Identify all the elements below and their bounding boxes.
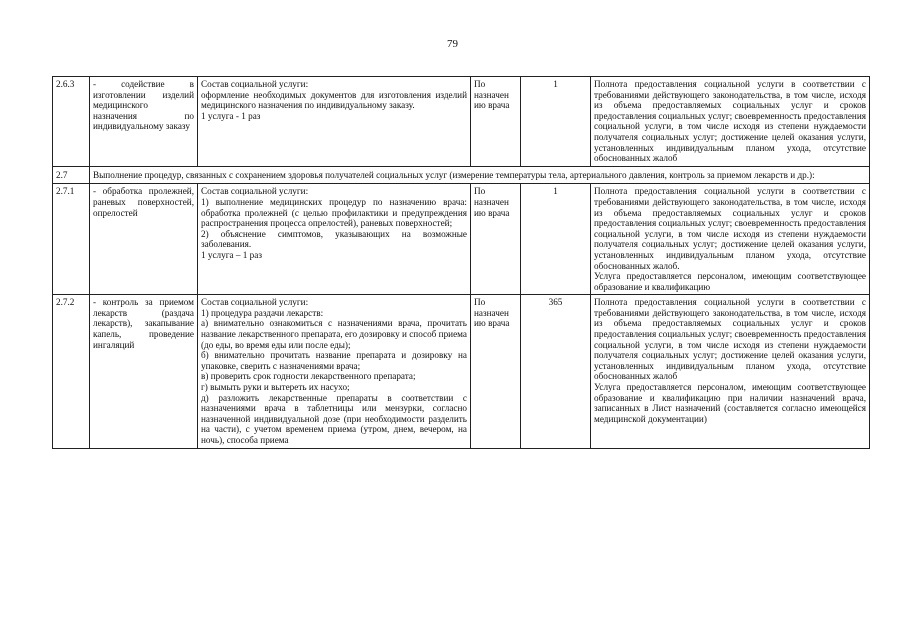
service-content: Состав социальной услуги: оформление необходимых документов для изготовления изделий медицинского назначения по индивидуальному заказу. 1 услуга - 1 раз (198, 77, 471, 167)
service-quantity: 1 (521, 184, 591, 295)
service-criteria: Полнота предоставления социальной услуги в соответствии с требованиями действующего законодательства, в том числе, исходя из объема предоставляемых социальных услуг и сроков предоставления социальных услуг; своевременность предоставления социальной услуги, в том числе исходя из степени нуждаемости получателя социальных услуг; достижение целей оказания услуги, установленных индивидуальным планом ухода, отсутствие обоснованных жалоб. Услуга предоставляется персоналом, имеющим соответствующее образование и квалификацию (591, 184, 870, 295)
service-content: Состав социальной услуги: 1) процедура раздачи лекарств: а) внимательно ознакомиться с назначениями врача, прочитать название лекарственного препарата, его дозировку и способ приема (до еды, во время еды или после еды); б) внимательно прочитать название препарата и дозировку на упаковке, сверить с назначениями врача; в) проверить срок годности лекарственного препарата; г) вымыть руки и вытереть их насухо; д) разложить лекарственные препараты в соответствии с назначениями врача в таблетницы или мензурки, согласно назначенной индивидуальной дозе (при необходимости разделить на части), с учетом временем приема (утром, днем, вечером, на ночь), способа приема (198, 295, 471, 448)
table-row (53, 295, 870, 448)
service-criteria: Полнота предоставления социальной услуги в соответствии с требованиями действующего законодательства, в том числе, исходя из объема предоставляемых социальных услуг и сроков предоставления социальных услуг; своевременность предоставления социальной услуги, в том числе исходя из степени нуждаемости получателя социальных услуг; достижение целей оказания услуги, установленных индивидуальным планом ухода, отсутствие обоснованных жалоб Услуга предоставляется персоналом, имеющим соответствующее образование и квалификацию при наличии назначений врача, записанных в Лист назначений (составляется согласно имеющейся медицинской документации) (591, 295, 870, 448)
row-code: 2.7.2 (53, 295, 90, 448)
row-code: 2.7 (53, 166, 90, 184)
service-criteria: Полнота предоставления социальной услуги в соответствии с требованиями действующего законодательства, в том числе, исходя из объема предоставляемых социальных услуг и сроков предоставления социальных услуг; своевременность предоставления социальной услуги, в том числе исходя из степени нуждаемости получателя социальных услуг; достижение целей оказания услуги, установленных индивидуальным планом ухода, отсутствие обоснованных жалоб (591, 77, 870, 167)
service-quantity: 1 (521, 77, 591, 167)
table-row (53, 77, 870, 167)
service-period: По назначен ию врача (471, 77, 521, 167)
service-name: - контроль за приемом лекарств (раздача лекарств), закапывание капель, проведение ингаляций (90, 295, 198, 448)
service-name: - обработка пролежней, раневых поверхностей, опрелостей (90, 184, 198, 295)
service-quantity: 365 (521, 295, 591, 448)
service-period: По назначен ию врача (471, 184, 521, 295)
service-content: Состав социальной услуги: 1) выполнение медицинских процедур по назначению врача: обработка пролежней (с целью профилактики и предупреждения распространения процесса опрелостей), раневых поверхностей; 2) объяснение симптомов, указывающих на возможные заболевания. 1 услуга – 1 раз (198, 184, 471, 295)
services-table (52, 76, 870, 449)
row-code: 2.6.3 (53, 77, 90, 167)
service-name: - содействие в изготовлении изделий медицинского назначения по индивидуальному заказу (90, 77, 198, 167)
row-code: 2.7.1 (53, 184, 90, 295)
page-number: 79 (447, 38, 458, 50)
section-row (53, 166, 870, 184)
table-row (53, 184, 870, 295)
service-period: По назначен ию врача (471, 295, 521, 448)
section-title: Выполнение процедур, связанных с сохранением здоровья получателей социальных услуг (измерение температуры тела, артериального давления, контроль за приемом лекарств и др.): (90, 166, 870, 184)
